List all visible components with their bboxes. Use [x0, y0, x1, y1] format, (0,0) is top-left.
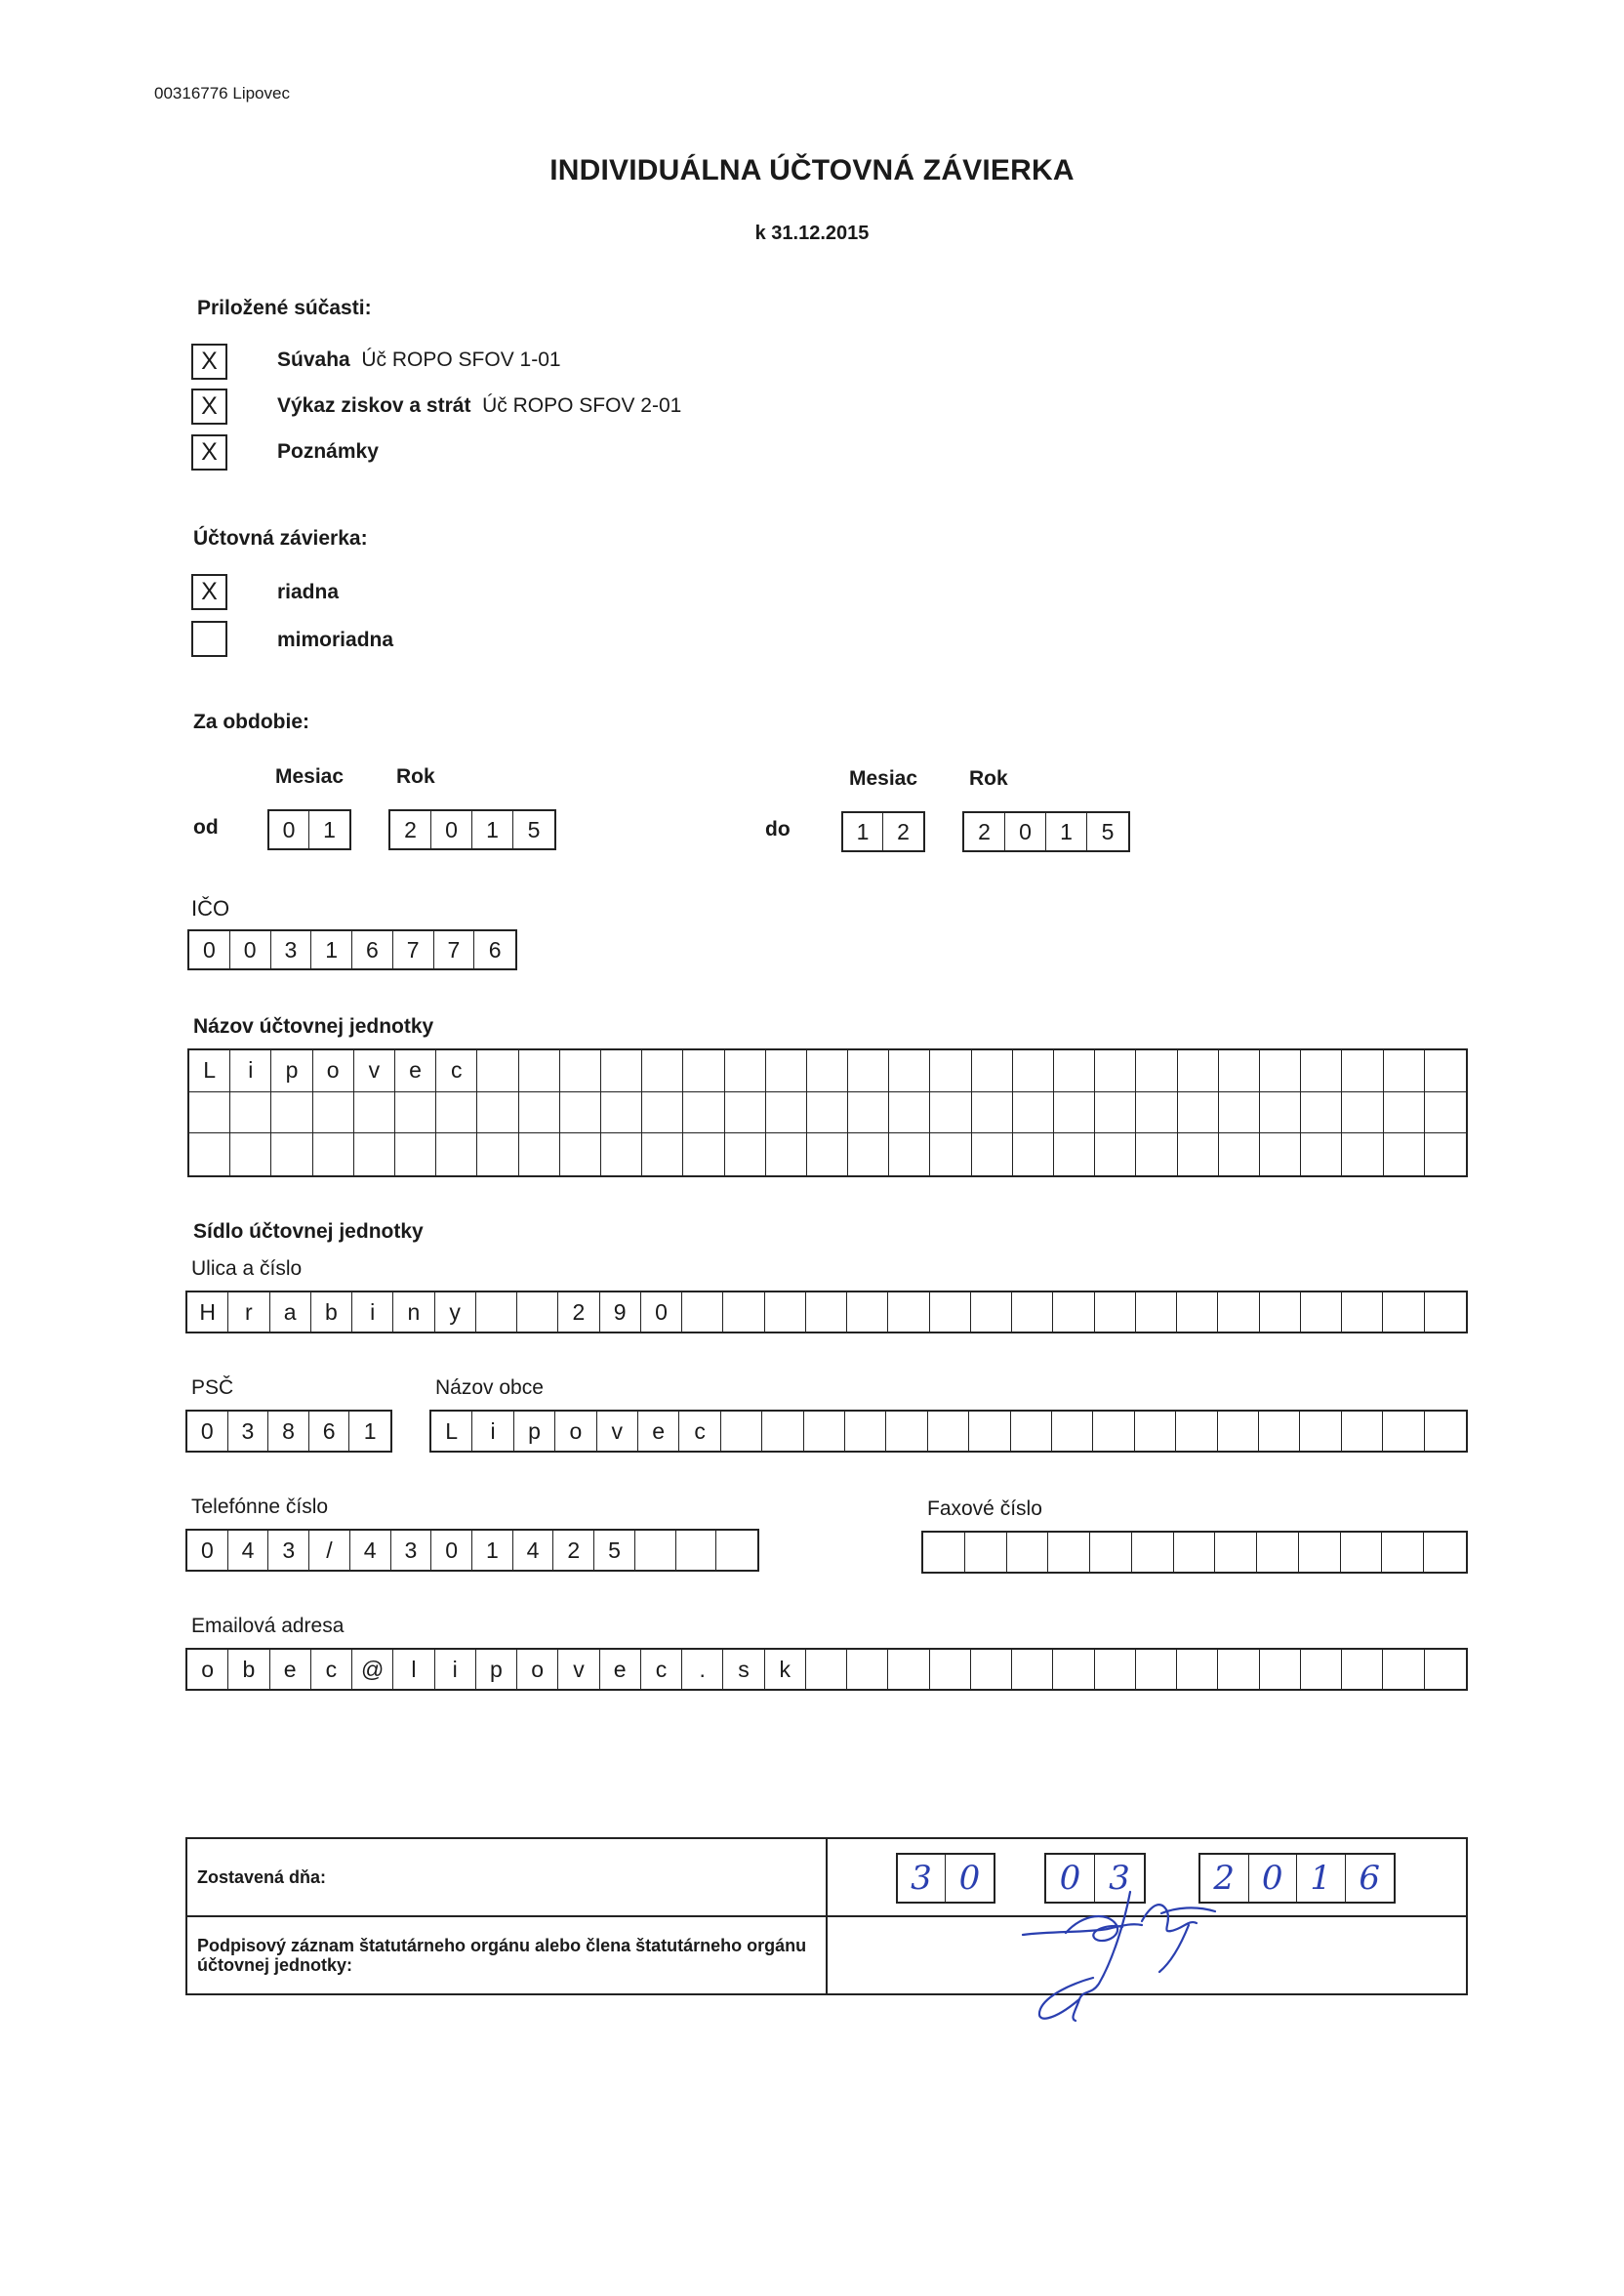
char-box: [1007, 1533, 1049, 1572]
char-box: 1: [311, 931, 352, 968]
char-box: 0: [1249, 1855, 1298, 1902]
char-box: [930, 1050, 971, 1092]
char-box: [476, 1292, 517, 1332]
city-label: Názov obce: [435, 1376, 544, 1399]
char-box: [189, 1092, 230, 1134]
to-year-field[interactable]: [962, 811, 1130, 852]
char-box: [1342, 1050, 1383, 1092]
char-box: [972, 1050, 1013, 1092]
char-box: [189, 1133, 230, 1175]
char-box: /: [309, 1531, 350, 1570]
char-box: [1013, 1092, 1054, 1134]
char-box: n: [393, 1292, 434, 1332]
char-box: 1: [363, 1417, 377, 1444]
char-box: [1053, 1292, 1094, 1332]
char-box: [889, 1133, 930, 1175]
char-box: [1052, 1412, 1093, 1451]
char-box: 6: [488, 936, 502, 963]
char-box: 0: [641, 1292, 682, 1332]
char-box: [477, 1050, 518, 1092]
char-box: [230, 1092, 271, 1134]
char-box: 1: [843, 813, 883, 850]
char-box: [230, 1133, 271, 1175]
char-box: [682, 1292, 723, 1332]
char-box: e: [638, 1412, 679, 1451]
attachment-label-suvaha: Súvaha Úč ROPO SFOV 1-01: [277, 348, 561, 371]
char-box: [1383, 1650, 1424, 1689]
char-box: [806, 1650, 847, 1689]
char-box: [1384, 1133, 1425, 1175]
char-box: 1: [472, 1531, 513, 1570]
char-box: 3: [271, 931, 312, 968]
date-line: k 31.12.2015: [754, 223, 870, 244]
char-box: 5: [527, 816, 541, 842]
char-box: 4: [350, 1531, 391, 1570]
char-box: b: [228, 1650, 269, 1689]
char-box: c: [641, 1650, 682, 1689]
char-box: [1260, 1133, 1301, 1175]
char-box: [1424, 1533, 1466, 1572]
char-box: [889, 1050, 930, 1092]
char-box: c: [311, 1650, 352, 1689]
char-box: [1342, 1292, 1383, 1332]
char-box: [1219, 1050, 1260, 1092]
attachment-label-poznamky: Poznámky: [277, 440, 379, 463]
char-box: [723, 1292, 764, 1332]
char-box: [1257, 1533, 1299, 1572]
char-box: H: [187, 1292, 228, 1332]
char-box: [1178, 1050, 1219, 1092]
fax-label: Faxové číslo: [927, 1497, 1042, 1520]
char-box: 1: [323, 816, 336, 842]
char-box: [1174, 1533, 1216, 1572]
char-box: [804, 1412, 845, 1451]
char-box: 3: [228, 1412, 269, 1451]
char-box: [1135, 1412, 1176, 1451]
char-box: [683, 1133, 724, 1175]
char-box: [1218, 1650, 1259, 1689]
char-box: [1425, 1092, 1466, 1134]
psc-field[interactable]: [185, 1410, 392, 1453]
attachment-label-vykaz: Výkaz ziskov a strát Úč ROPO SFOV 2-01: [277, 394, 682, 417]
char-box: [1259, 1412, 1300, 1451]
char-box: [1301, 1292, 1342, 1332]
char-box: [762, 1412, 803, 1451]
char-box: 9: [600, 1292, 641, 1332]
char-box: [271, 1133, 312, 1175]
char-box: [519, 1050, 560, 1092]
char-box: y: [435, 1292, 476, 1332]
char-box: [930, 1133, 971, 1175]
char-box: [1425, 1133, 1466, 1175]
char-box: 0: [958, 1859, 981, 1898]
char-box: [721, 1412, 762, 1451]
char-box: [1095, 1050, 1136, 1092]
char-box: [1136, 1292, 1177, 1332]
city-field[interactable]: [429, 1410, 1468, 1453]
email-label: Emailová adresa: [191, 1615, 345, 1637]
from-month-label: Mesiac: [275, 765, 345, 788]
char-box: [1260, 1292, 1301, 1332]
char-box: [1177, 1650, 1218, 1689]
attachments-heading: Priložené súčasti:: [197, 297, 372, 319]
char-box: 4: [513, 1531, 554, 1570]
char-box: [1136, 1133, 1177, 1175]
char-box: [1301, 1050, 1342, 1092]
char-box: [1095, 1133, 1136, 1175]
char-box: p: [271, 1050, 312, 1092]
to-month-field[interactable]: [841, 811, 925, 852]
phone-field[interactable]: [185, 1529, 759, 1572]
char-box: [766, 1133, 807, 1175]
char-box: [560, 1050, 601, 1092]
fax-field[interactable]: [921, 1531, 1468, 1574]
signature-row: [187, 1917, 1466, 1993]
char-box: v: [597, 1412, 638, 1451]
char-box: l: [393, 1650, 434, 1689]
char-box: p: [514, 1412, 555, 1451]
ico-field[interactable]: [187, 929, 517, 970]
char-box: [847, 1292, 888, 1332]
char-box: [642, 1050, 683, 1092]
char-box: 7: [393, 931, 434, 968]
street-label: Ulica a číslo: [191, 1257, 303, 1280]
char-box: [635, 1531, 676, 1570]
char-box: [1093, 1412, 1134, 1451]
seat-heading: Sídlo účtovnej jednotky: [193, 1220, 424, 1243]
char-box: o: [517, 1650, 558, 1689]
char-box: [1012, 1650, 1053, 1689]
char-box: [1011, 1412, 1052, 1451]
char-box: [1260, 1092, 1301, 1134]
statement-type-checkbox-mimoriadna[interactable]: [191, 621, 227, 657]
char-box: [1425, 1650, 1466, 1689]
char-box: 5: [594, 1531, 635, 1570]
char-box: [930, 1092, 971, 1134]
char-box: [1342, 1650, 1383, 1689]
char-box: [766, 1092, 807, 1134]
char-box: [1095, 1092, 1136, 1134]
char-box: r: [228, 1292, 269, 1332]
char-box: c: [436, 1050, 477, 1092]
char-box: i: [472, 1412, 513, 1451]
char-box: 5: [1101, 818, 1115, 844]
char-box: [601, 1133, 642, 1175]
period-heading: Za obdobie:: [193, 711, 309, 733]
char-box: [930, 1650, 971, 1689]
char-box: [888, 1650, 929, 1689]
char-box: [1382, 1533, 1424, 1572]
char-box: [683, 1092, 724, 1134]
char-box: i: [435, 1650, 476, 1689]
char-box: [1176, 1412, 1217, 1451]
char-box: [765, 1292, 806, 1332]
page-title: INDIVIDUÁLNA ÚČTOVNÁ ZÁVIERKA: [549, 154, 1075, 186]
psc-label: PSČ: [191, 1376, 234, 1399]
compiled-label: Zostavená dňa:: [187, 1839, 828, 1915]
char-box: [683, 1050, 724, 1092]
char-box: [519, 1092, 560, 1134]
char-box: v: [354, 1050, 395, 1092]
phone-label: Telefónne číslo: [191, 1496, 329, 1518]
char-box: [1215, 1533, 1257, 1572]
attachment-checkbox-vykaz[interactable]: X: [191, 389, 227, 425]
char-box: [848, 1133, 889, 1175]
char-box: [1425, 1292, 1466, 1332]
street-field[interactable]: [185, 1291, 1468, 1333]
char-box: .: [682, 1650, 723, 1689]
char-box: [560, 1133, 601, 1175]
char-box: a: [270, 1292, 311, 1332]
char-box: [923, 1533, 965, 1572]
char-box: [1053, 1650, 1094, 1689]
char-box: [1136, 1092, 1177, 1134]
char-box: [1342, 1133, 1383, 1175]
char-box: [965, 1533, 1007, 1572]
char-box: [560, 1092, 601, 1134]
char-box: [848, 1050, 889, 1092]
char-box: [928, 1412, 969, 1451]
char-box: [1218, 1292, 1259, 1332]
char-box: 4: [228, 1531, 269, 1570]
to-label: do: [765, 818, 791, 840]
char-box: [889, 1092, 930, 1134]
char-box: 2: [964, 813, 1005, 850]
char-box: @: [352, 1650, 393, 1689]
char-box: [1048, 1533, 1090, 1572]
char-box: 6: [1359, 1859, 1381, 1898]
char-box: o: [313, 1050, 354, 1092]
char-box: [725, 1133, 766, 1175]
char-box: [848, 1092, 889, 1134]
char-box: [1013, 1133, 1054, 1175]
char-box: 8: [268, 1412, 309, 1451]
char-box: 2: [1200, 1855, 1249, 1902]
char-box: 6: [309, 1412, 350, 1451]
char-box: [436, 1092, 477, 1134]
char-box: [436, 1133, 477, 1175]
char-box: [477, 1133, 518, 1175]
statement-type-label-mimoriadna: mimoriadna: [277, 629, 394, 651]
char-box: [847, 1650, 888, 1689]
char-box: [1218, 1412, 1259, 1451]
from-year-label: Rok: [396, 765, 435, 788]
char-box: 3: [391, 1531, 432, 1570]
char-box: [1136, 1650, 1177, 1689]
char-box: 0: [1046, 1855, 1095, 1902]
char-box: [807, 1092, 848, 1134]
ico-label: IČO: [191, 896, 230, 921]
char-box: 0: [187, 1412, 228, 1451]
char-box: [1260, 1050, 1301, 1092]
char-box: [1301, 1650, 1342, 1689]
char-box: 0: [431, 811, 472, 848]
char-box: [313, 1092, 354, 1134]
char-box: [1342, 1092, 1383, 1134]
char-box: 2: [897, 818, 910, 844]
char-box: [930, 1292, 971, 1332]
to-month-label: Mesiac: [849, 767, 918, 790]
char-box: [676, 1531, 717, 1570]
char-box: 0: [187, 1531, 228, 1570]
char-box: [1177, 1292, 1218, 1332]
char-box: k: [765, 1650, 806, 1689]
char-box: 2: [558, 1292, 599, 1332]
char-box: b: [311, 1292, 352, 1332]
signature-label: Podpisový záznam štatutárneho orgánu alebo člena štatutárneho orgánu účtovnej jednotky:: [187, 1917, 828, 1993]
from-label: od: [193, 816, 219, 839]
char-box: e: [395, 1050, 436, 1092]
char-box: [1299, 1533, 1341, 1572]
char-box: [601, 1092, 642, 1134]
char-box: [1054, 1050, 1095, 1092]
char-box: [642, 1092, 683, 1134]
char-box: [1383, 1292, 1424, 1332]
statement-type-checkbox-riadna[interactable]: X: [191, 574, 227, 610]
char-box: [601, 1050, 642, 1092]
document-reference: 00316776 Lipovec: [154, 84, 290, 102]
char-box: 0: [230, 931, 271, 968]
char-box: 3: [268, 1531, 309, 1570]
char-box: [1095, 1292, 1136, 1332]
char-box: [1219, 1133, 1260, 1175]
char-box: i: [230, 1050, 271, 1092]
char-box: [971, 1650, 1012, 1689]
char-box: [807, 1133, 848, 1175]
char-box: [1384, 1050, 1425, 1092]
char-box: v: [558, 1650, 599, 1689]
char-box: o: [187, 1650, 228, 1689]
char-box: [477, 1092, 518, 1134]
handwritten-signature: [1015, 1874, 1249, 2040]
char-box: [395, 1133, 436, 1175]
char-box: 7: [434, 931, 475, 968]
char-box: 3: [898, 1855, 946, 1902]
char-box: [766, 1050, 807, 1092]
char-box: [1341, 1533, 1383, 1572]
char-box: [1301, 1133, 1342, 1175]
char-box: [1178, 1092, 1219, 1134]
char-box: 2: [390, 811, 431, 848]
char-box: [1012, 1292, 1053, 1332]
char-box: [1219, 1092, 1260, 1134]
char-box: s: [723, 1650, 764, 1689]
char-box: [1300, 1412, 1341, 1451]
char-box: [271, 1092, 312, 1134]
char-box: [725, 1092, 766, 1134]
char-box: [1178, 1133, 1219, 1175]
char-box: e: [270, 1650, 311, 1689]
char-box: [354, 1133, 395, 1175]
char-box: c: [679, 1412, 720, 1451]
char-box: 6: [352, 931, 393, 968]
char-box: [886, 1412, 927, 1451]
char-box: [725, 1050, 766, 1092]
char-box: [1095, 1650, 1136, 1689]
from-month-field[interactable]: [267, 809, 351, 850]
char-box: 0: [1005, 813, 1046, 850]
char-box: 0: [189, 931, 230, 968]
char-box: [395, 1092, 436, 1134]
char-box: [972, 1092, 1013, 1134]
char-box: [1260, 1650, 1301, 1689]
char-box: [972, 1133, 1013, 1175]
char-box: [354, 1092, 395, 1134]
char-box: [313, 1133, 354, 1175]
char-box: 2: [553, 1531, 594, 1570]
entity-name-field[interactable]: [187, 1048, 1468, 1177]
to-year-label: Rok: [969, 767, 1008, 790]
char-box: 0: [431, 1531, 472, 1570]
char-box: [1301, 1092, 1342, 1134]
char-box: [969, 1412, 1010, 1451]
char-box: [888, 1292, 929, 1332]
char-box: [1132, 1533, 1174, 1572]
char-box: 3: [1109, 1859, 1130, 1898]
char-box: [1383, 1412, 1424, 1451]
char-box: o: [555, 1412, 596, 1451]
char-box: [1425, 1050, 1466, 1092]
email-field[interactable]: [185, 1648, 1468, 1691]
attachment-checkbox-suvaha[interactable]: X: [191, 344, 227, 380]
char-box: 1: [1046, 813, 1087, 850]
char-box: [517, 1292, 558, 1332]
entity-name-label: Názov účtovnej jednotky: [193, 1015, 434, 1038]
statement-type-heading: Účtovná závierka:: [193, 527, 368, 550]
char-box: i: [352, 1292, 393, 1332]
char-box: [1425, 1412, 1466, 1451]
char-box: [1136, 1050, 1177, 1092]
char-box: [1342, 1412, 1383, 1451]
char-box: [716, 1531, 757, 1570]
char-box: [1054, 1133, 1095, 1175]
char-box: 1: [1297, 1855, 1346, 1902]
char-box: [845, 1412, 886, 1451]
char-box: [519, 1133, 560, 1175]
char-box: p: [476, 1650, 517, 1689]
attachment-checkbox-poznamky[interactable]: X: [191, 434, 227, 471]
char-box: 0: [269, 811, 309, 848]
char-box: L: [189, 1050, 230, 1092]
char-box: 1: [472, 811, 513, 848]
char-box: [1054, 1092, 1095, 1134]
char-box: [642, 1133, 683, 1175]
char-box: [807, 1050, 848, 1092]
char-box: [971, 1292, 1012, 1332]
char-box: [1384, 1092, 1425, 1134]
char-box: [806, 1292, 847, 1332]
char-box: [1013, 1050, 1054, 1092]
statement-type-label-riadna: riadna: [277, 581, 340, 603]
char-box: [1090, 1533, 1132, 1572]
char-box: L: [431, 1412, 472, 1451]
from-year-field[interactable]: [388, 809, 556, 850]
char-box: e: [600, 1650, 641, 1689]
compiled-day-field[interactable]: [896, 1853, 995, 1904]
